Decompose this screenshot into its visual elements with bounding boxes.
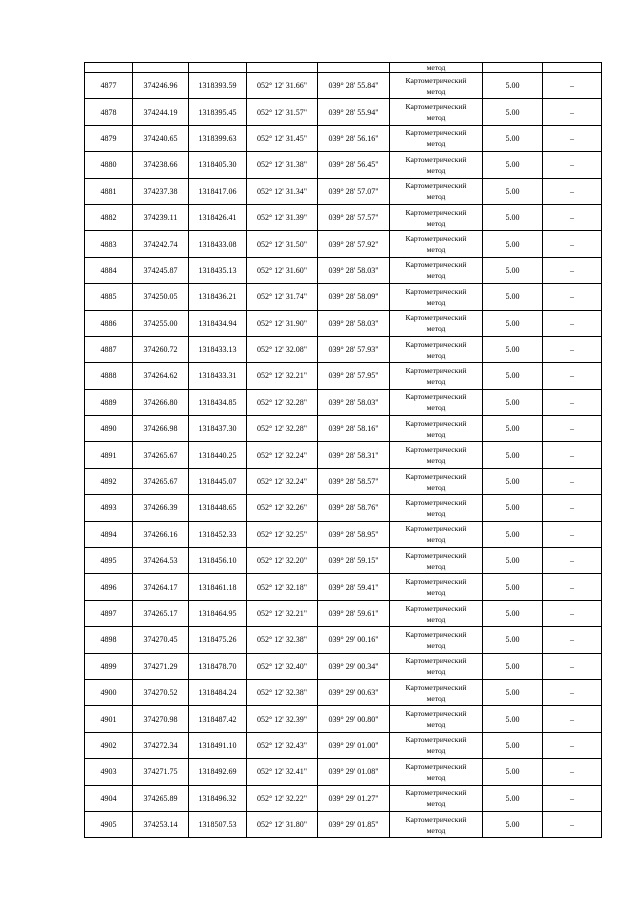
accuracy-cell: 5.00 — [483, 732, 543, 758]
latitude-cell: 052° 12' 32.28" — [247, 416, 318, 442]
accuracy-cell: 5.00 — [483, 811, 543, 837]
latitude-cell: 052° 12' 31.80" — [247, 811, 318, 837]
method-cell: Картометрический метод — [390, 811, 483, 837]
point-number-cell: 4887 — [85, 336, 133, 362]
longitude-cell: 039° 28' 57.95" — [318, 363, 390, 389]
x-coordinate-cell: 374265.67 — [133, 468, 189, 494]
x-coordinate-cell: 374270.52 — [133, 679, 189, 705]
accuracy-cell: 5.00 — [483, 627, 543, 653]
accuracy-cell: 5.00 — [483, 231, 543, 257]
accuracy-cell: 5.00 — [483, 310, 543, 336]
table-row — [85, 468, 602, 494]
y-coordinate-cell: 1318436.21 — [189, 284, 247, 310]
longitude-cell: 039° 29' 01.08" — [318, 759, 390, 785]
point-number-cell: 4886 — [85, 310, 133, 336]
x-coordinate-cell: 374266.39 — [133, 495, 189, 521]
accuracy-cell: 5.00 — [483, 759, 543, 785]
point-number-cell: 4883 — [85, 231, 133, 257]
point-number-cell: 4879 — [85, 125, 133, 151]
point-number-cell: 4877 — [85, 73, 133, 99]
latitude-cell: 052° 12' 31.57" — [247, 99, 318, 125]
description-cell: – — [543, 548, 602, 574]
longitude-cell: 039° 28' 57.57" — [318, 204, 390, 230]
method-cell: Картометрический метод — [390, 600, 483, 626]
description-cell: – — [543, 811, 602, 837]
point-number-cell: 4904 — [85, 785, 133, 811]
y-coordinate-cell: 1318507.53 — [189, 811, 247, 837]
x-coordinate-cell: 374265.67 — [133, 442, 189, 468]
accuracy-cell: 5.00 — [483, 257, 543, 283]
description-cell: – — [543, 627, 602, 653]
latitude-cell: 052° 12' 32.43" — [247, 732, 318, 758]
longitude-cell: 039° 29' 00.63" — [318, 679, 390, 705]
description-cell: – — [543, 310, 602, 336]
document-page — [84, 62, 601, 838]
description-cell: – — [543, 152, 602, 178]
method-cell: Картометрический метод — [390, 732, 483, 758]
y-coordinate-cell: 1318461.18 — [189, 574, 247, 600]
description-cell: – — [543, 416, 602, 442]
description-cell: – — [543, 785, 602, 811]
x-coordinate-cell: 374266.80 — [133, 389, 189, 415]
point-number-cell: 4905 — [85, 811, 133, 837]
table-row — [85, 521, 602, 547]
method-cell: Картометрический метод — [390, 310, 483, 336]
method-cell: Картометрический метод — [390, 521, 483, 547]
accuracy-cell: 5.00 — [483, 152, 543, 178]
table-row — [85, 178, 602, 204]
method-cell: Картометрический метод — [390, 231, 483, 257]
description-cell: – — [543, 679, 602, 705]
latitude-cell: 052° 12' 32.24" — [247, 442, 318, 468]
table-body — [85, 63, 602, 838]
point-number-cell: 4902 — [85, 732, 133, 758]
method-cell: Картометрический метод — [390, 363, 483, 389]
longitude-cell: 039° 28' 57.92" — [318, 231, 390, 257]
point-number-cell: 4884 — [85, 257, 133, 283]
description-cell: – — [543, 125, 602, 151]
method-cell: Картометрический метод — [390, 336, 483, 362]
table-row — [85, 442, 602, 468]
accuracy-cell: 5.00 — [483, 442, 543, 468]
x-coordinate-cell: 374270.98 — [133, 706, 189, 732]
accuracy-cell: 5.00 — [483, 679, 543, 705]
y-coordinate-cell: 1318475.26 — [189, 627, 247, 653]
longitude-cell: 039° 28' 59.61" — [318, 600, 390, 626]
longitude-cell: 039° 28' 58.31" — [318, 442, 390, 468]
x-coordinate-cell: 374246.96 — [133, 73, 189, 99]
y-coordinate-cell: 1318393.59 — [189, 73, 247, 99]
accuracy-cell: 5.00 — [483, 521, 543, 547]
method-cell: Картометрический метод — [390, 627, 483, 653]
y-coordinate-cell: 1318440.25 — [189, 442, 247, 468]
x-coordinate-cell: 374237.38 — [133, 178, 189, 204]
accuracy-cell: 5.00 — [483, 125, 543, 151]
x-coordinate-cell: 374250.05 — [133, 284, 189, 310]
accuracy-cell: 5.00 — [483, 653, 543, 679]
x-coordinate-cell: 374264.62 — [133, 363, 189, 389]
x-coordinate-cell: 374245.87 — [133, 257, 189, 283]
description-cell: – — [543, 178, 602, 204]
description-cell: – — [543, 442, 602, 468]
y-coordinate-cell: 1318433.31 — [189, 363, 247, 389]
table-row — [85, 495, 602, 521]
accuracy-cell: 5.00 — [483, 284, 543, 310]
longitude-cell: 039° 28' 58.03" — [318, 389, 390, 415]
longitude-cell: 039° 28' 57.07" — [318, 178, 390, 204]
longitude-cell: 039° 28' 58.57" — [318, 468, 390, 494]
method-cell: Картометрический метод — [390, 257, 483, 283]
table-row — [85, 363, 602, 389]
accuracy-cell: 5.00 — [483, 99, 543, 125]
x-coordinate-cell: 374264.53 — [133, 548, 189, 574]
method-cell: Картометрический метод — [390, 548, 483, 574]
longitude-cell: 039° 29' 00.80" — [318, 706, 390, 732]
method-cell: метод — [390, 63, 483, 73]
table-row — [85, 284, 602, 310]
description-cell: – — [543, 389, 602, 415]
accuracy-cell: 5.00 — [483, 600, 543, 626]
method-cell: Картометрический метод — [390, 389, 483, 415]
point-number-cell: 4901 — [85, 706, 133, 732]
longitude-cell: 039° 28' 59.15" — [318, 548, 390, 574]
longitude-cell: 039° 28' 56.45" — [318, 152, 390, 178]
y-coordinate-cell: 1318433.08 — [189, 231, 247, 257]
accuracy-cell: 5.00 — [483, 468, 543, 494]
point-number-cell: 4890 — [85, 416, 133, 442]
description-cell: – — [543, 99, 602, 125]
method-cell: Картометрический метод — [390, 73, 483, 99]
description-cell: – — [543, 495, 602, 521]
x-coordinate-cell: 374266.98 — [133, 416, 189, 442]
point-number-cell: 4899 — [85, 653, 133, 679]
description-cell: – — [543, 73, 602, 99]
y-coordinate-cell: 1318434.94 — [189, 310, 247, 336]
y-coordinate-cell: 1318437.30 — [189, 416, 247, 442]
continuation-row — [85, 63, 602, 73]
longitude-cell: 039° 29' 00.34" — [318, 653, 390, 679]
longitude-cell: 039° 28' 57.93" — [318, 336, 390, 362]
method-cell: Картометрический метод — [390, 204, 483, 230]
x-coordinate-cell: 374240.65 — [133, 125, 189, 151]
description-cell: – — [543, 653, 602, 679]
table-row — [85, 99, 602, 125]
method-cell: Картометрический метод — [390, 706, 483, 732]
latitude-cell: 052° 12' 31.66" — [247, 73, 318, 99]
description-cell: – — [543, 468, 602, 494]
longitude-cell: 039° 28' 56.16" — [318, 125, 390, 151]
longitude-cell: 039° 28' 58.03" — [318, 310, 390, 336]
coordinates-table — [84, 62, 602, 838]
x-coordinate-cell: 374255.00 — [133, 310, 189, 336]
description-cell: – — [543, 600, 602, 626]
longitude-cell: 039° 28' 58.09" — [318, 284, 390, 310]
x-coordinate-cell: 374271.29 — [133, 653, 189, 679]
latitude-cell: 052° 12' 31.34" — [247, 178, 318, 204]
table-row — [85, 257, 602, 283]
y-coordinate-cell: 1318417.06 — [189, 178, 247, 204]
table-row — [85, 204, 602, 230]
y-coordinate-cell: 1318491.10 — [189, 732, 247, 758]
latitude-cell: 052° 12' 32.18" — [247, 574, 318, 600]
method-cell: Картометрический метод — [390, 679, 483, 705]
table-row — [85, 627, 602, 653]
y-coordinate-cell: 1318484.24 — [189, 679, 247, 705]
point-number-cell: 4897 — [85, 600, 133, 626]
description-cell: – — [543, 706, 602, 732]
longitude-cell: 039° 29' 00.16" — [318, 627, 390, 653]
latitude-cell: 052° 12' 32.26" — [247, 495, 318, 521]
y-coordinate-cell: 1318433.13 — [189, 336, 247, 362]
point-number-cell: 4892 — [85, 468, 133, 494]
latitude-cell: 052° 12' 32.39" — [247, 706, 318, 732]
table-row — [85, 600, 602, 626]
latitude-cell: 052° 12' 32.28" — [247, 389, 318, 415]
point-number-cell: 4885 — [85, 284, 133, 310]
method-cell: Картометрический метод — [390, 468, 483, 494]
x-coordinate-cell: 374266.16 — [133, 521, 189, 547]
longitude-cell: 039° 28' 55.84" — [318, 73, 390, 99]
description-cell: – — [543, 759, 602, 785]
y-coordinate-cell: 1318448.65 — [189, 495, 247, 521]
y-coordinate-cell: 1318434.85 — [189, 389, 247, 415]
description-cell: – — [543, 363, 602, 389]
table-row — [85, 732, 602, 758]
method-cell: Картометрический метод — [390, 416, 483, 442]
y-coordinate-cell: 1318445.07 — [189, 468, 247, 494]
y-coordinate-cell: 1318395.45 — [189, 99, 247, 125]
table-row — [85, 389, 602, 415]
point-number-cell: 4891 — [85, 442, 133, 468]
method-cell: Картометрический метод — [390, 99, 483, 125]
latitude-cell: 052° 12' 32.21" — [247, 600, 318, 626]
x-coordinate-cell: 374264.17 — [133, 574, 189, 600]
point-number-cell: 4889 — [85, 389, 133, 415]
accuracy-cell: 5.00 — [483, 73, 543, 99]
table-row — [85, 336, 602, 362]
latitude-cell: 052° 12' 32.22" — [247, 785, 318, 811]
accuracy-cell: 5.00 — [483, 178, 543, 204]
point-number-cell: 4888 — [85, 363, 133, 389]
accuracy-cell: 5.00 — [483, 416, 543, 442]
latitude-cell: 052° 12' 31.60" — [247, 257, 318, 283]
point-number-cell: 4895 — [85, 548, 133, 574]
point-number-cell: 4878 — [85, 99, 133, 125]
table-row — [85, 125, 602, 151]
table-row — [85, 73, 602, 99]
description-cell: – — [543, 574, 602, 600]
description-cell: – — [543, 257, 602, 283]
accuracy-cell: 5.00 — [483, 495, 543, 521]
x-coordinate-cell: 374253.14 — [133, 811, 189, 837]
y-coordinate-cell: 1318405.30 — [189, 152, 247, 178]
y-coordinate-cell: 1318456.10 — [189, 548, 247, 574]
method-cell: Картометрический метод — [390, 574, 483, 600]
y-coordinate-cell: 1318452.33 — [189, 521, 247, 547]
method-cell: Картометрический метод — [390, 653, 483, 679]
longitude-cell: 039° 28' 59.41" — [318, 574, 390, 600]
accuracy-cell: 5.00 — [483, 204, 543, 230]
longitude-cell: 039° 28' 55.94" — [318, 99, 390, 125]
x-coordinate-cell: 374239.11 — [133, 204, 189, 230]
x-coordinate-cell: 374270.45 — [133, 627, 189, 653]
x-coordinate-cell: 374260.72 — [133, 336, 189, 362]
latitude-cell: 052° 12' 31.90" — [247, 310, 318, 336]
table-row — [85, 416, 602, 442]
table-row — [85, 231, 602, 257]
table-row — [85, 574, 602, 600]
description-cell: – — [543, 284, 602, 310]
latitude-cell: 052° 12' 32.24" — [247, 468, 318, 494]
description-cell: – — [543, 231, 602, 257]
method-cell: Картометрический метод — [390, 125, 483, 151]
point-number-cell: 4898 — [85, 627, 133, 653]
y-coordinate-cell: 1318487.42 — [189, 706, 247, 732]
latitude-cell: 052° 12' 32.08" — [247, 336, 318, 362]
longitude-cell: 039° 28' 58.03" — [318, 257, 390, 283]
description-cell: – — [543, 204, 602, 230]
longitude-cell: 039° 28' 58.95" — [318, 521, 390, 547]
accuracy-cell: 5.00 — [483, 706, 543, 732]
latitude-cell: 052° 12' 32.20" — [247, 548, 318, 574]
method-cell: Картометрический метод — [390, 495, 483, 521]
latitude-cell: 052° 12' 32.38" — [247, 679, 318, 705]
point-number-cell: 4880 — [85, 152, 133, 178]
method-cell: Картометрический метод — [390, 284, 483, 310]
table-row — [85, 706, 602, 732]
accuracy-cell: 5.00 — [483, 363, 543, 389]
point-number-cell: 4903 — [85, 759, 133, 785]
longitude-cell: 039° 28' 58.76" — [318, 495, 390, 521]
table-row — [85, 679, 602, 705]
accuracy-cell: 5.00 — [483, 389, 543, 415]
table-row — [85, 785, 602, 811]
y-coordinate-cell: 1318496.32 — [189, 785, 247, 811]
table-row — [85, 759, 602, 785]
x-coordinate-cell: 374265.89 — [133, 785, 189, 811]
latitude-cell: 052° 12' 31.74" — [247, 284, 318, 310]
point-number-cell: 4894 — [85, 521, 133, 547]
latitude-cell: 052° 12' 32.25" — [247, 521, 318, 547]
point-number-cell: 4882 — [85, 204, 133, 230]
latitude-cell: 052° 12' 32.21" — [247, 363, 318, 389]
accuracy-cell: 5.00 — [483, 574, 543, 600]
longitude-cell: 039° 28' 58.16" — [318, 416, 390, 442]
latitude-cell: 052° 12' 32.41" — [247, 759, 318, 785]
x-coordinate-cell: 374272.34 — [133, 732, 189, 758]
longitude-cell: 039° 29' 01.00" — [318, 732, 390, 758]
method-cell: Картометрический метод — [390, 178, 483, 204]
latitude-cell: 052° 12' 31.38" — [247, 152, 318, 178]
longitude-cell: 039° 29' 01.27" — [318, 785, 390, 811]
method-cell: Картометрический метод — [390, 442, 483, 468]
table-row — [85, 152, 602, 178]
x-coordinate-cell: 374238.66 — [133, 152, 189, 178]
latitude-cell: 052° 12' 31.45" — [247, 125, 318, 151]
longitude-cell: 039° 29' 01.85" — [318, 811, 390, 837]
x-coordinate-cell: 374271.75 — [133, 759, 189, 785]
x-coordinate-cell: 374265.17 — [133, 600, 189, 626]
description-cell: – — [543, 732, 602, 758]
y-coordinate-cell: 1318399.63 — [189, 125, 247, 151]
table-row — [85, 310, 602, 336]
table-row — [85, 811, 602, 837]
table-row — [85, 548, 602, 574]
y-coordinate-cell: 1318435.13 — [189, 257, 247, 283]
latitude-cell: 052° 12' 32.38" — [247, 627, 318, 653]
y-coordinate-cell: 1318426.41 — [189, 204, 247, 230]
accuracy-cell: 5.00 — [483, 548, 543, 574]
latitude-cell: 052° 12' 31.50" — [247, 231, 318, 257]
table-row — [85, 653, 602, 679]
description-cell: – — [543, 336, 602, 362]
point-number-cell: 4896 — [85, 574, 133, 600]
accuracy-cell: 5.00 — [483, 336, 543, 362]
method-cell: Картометрический метод — [390, 152, 483, 178]
y-coordinate-cell: 1318492.69 — [189, 759, 247, 785]
method-cell: Картометрический метод — [390, 759, 483, 785]
accuracy-cell: 5.00 — [483, 785, 543, 811]
x-coordinate-cell: 374242.74 — [133, 231, 189, 257]
y-coordinate-cell: 1318478.70 — [189, 653, 247, 679]
x-coordinate-cell: 374244.19 — [133, 99, 189, 125]
description-cell: – — [543, 521, 602, 547]
method-cell: Картометрический метод — [390, 785, 483, 811]
latitude-cell: 052° 12' 32.40" — [247, 653, 318, 679]
point-number-cell: 4881 — [85, 178, 133, 204]
point-number-cell: 4900 — [85, 679, 133, 705]
latitude-cell: 052° 12' 31.39" — [247, 204, 318, 230]
point-number-cell: 4893 — [85, 495, 133, 521]
y-coordinate-cell: 1318464.95 — [189, 600, 247, 626]
